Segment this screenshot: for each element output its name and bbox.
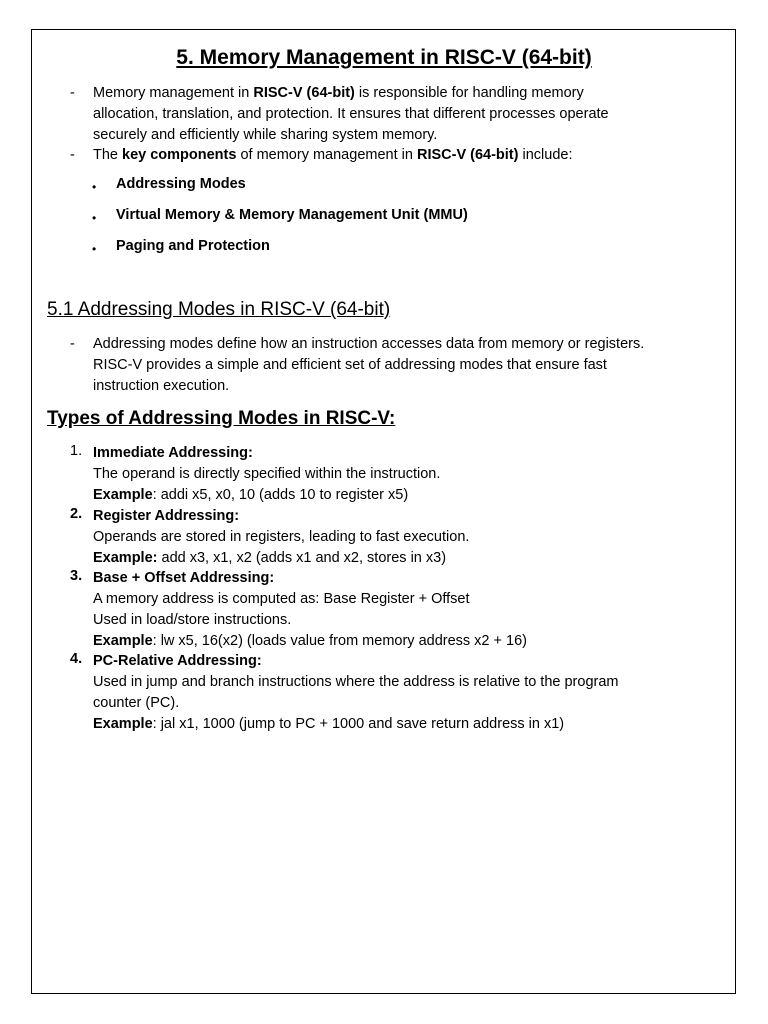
item-number: 4.: [70, 651, 83, 667]
item-desc: Used in load/store instructions.: [93, 612, 292, 628]
item-desc: The operand is directly specified within the instruction.: [93, 466, 441, 482]
example-label: Example: [93, 633, 153, 649]
intro-line-3: securely and efficiently while sharing system memory.: [93, 127, 438, 143]
item-desc: A memory address is computed as: Base Register + Offset: [93, 591, 470, 607]
types-heading: Types of Addressing Modes in RISC-V:: [47, 408, 396, 429]
item-title: PC-Relative Addressing:: [93, 653, 262, 669]
intro-text: Memory management in: [93, 85, 254, 101]
bullet-item: Paging and Protection: [116, 238, 270, 254]
intro-text: is responsible for handling memory: [354, 85, 584, 101]
example-text: : lw x5, 16(x2) (loads value from memory address x2 + 16): [152, 633, 527, 649]
item-desc: Used in jump and branch instructions where the address is relative to the program: [93, 674, 619, 690]
intro-emphasis: RISC-V (64-bit): [253, 85, 355, 101]
section-heading: 5.1 Addressing Modes in RISC-V (64-bit): [47, 299, 391, 320]
intro-emphasis: RISC-V (64-bit): [416, 147, 519, 163]
item-number: 3.: [70, 568, 83, 584]
page-title: 5. Memory Management in RISC-V (64-bit): [176, 46, 592, 69]
bullet-marker: •: [92, 180, 97, 194]
example-label: Example: [93, 716, 153, 732]
intro-text: include:: [518, 147, 573, 163]
item-example: [93, 548, 446, 569]
bullet-item: Addressing Modes: [116, 176, 246, 192]
item-title: Base + Offset Addressing:: [93, 570, 275, 586]
section-line: RISC-V provides a simple and efficient set of addressing modes that ensure fast: [93, 357, 607, 373]
item-example: [93, 485, 408, 506]
dash-marker: -: [70, 336, 75, 352]
item-desc: Operands are stored in registers, leading to fast execution.: [93, 529, 470, 545]
bullet-marker: •: [92, 242, 97, 256]
intro-text: of memory management in: [236, 147, 417, 163]
item-title: Immediate Addressing:: [93, 445, 253, 461]
bullet-marker: •: [92, 211, 97, 225]
item-example: [93, 631, 527, 652]
intro-line-4: [93, 145, 572, 166]
section-line: instruction execution.: [93, 378, 230, 394]
item-example: [93, 714, 564, 735]
intro-text: The: [93, 147, 123, 163]
example-label: Example: [93, 487, 153, 503]
intro-line-2: allocation, translation, and protection. It ensures that different processes operate: [93, 106, 609, 122]
example-text: add x3, x1, x2 (adds x1 and x2, stores in x3): [157, 550, 447, 566]
section-line: Addressing modes define how an instruction accesses data from memory or registers.: [93, 336, 645, 352]
dash-marker: -: [70, 85, 75, 101]
intro-emphasis: key components: [122, 147, 237, 163]
example-text: : jal x1, 1000 (jump to PC + 1000 and save return address in x1): [152, 716, 565, 732]
bullet-item: Virtual Memory & Memory Management Unit (MMU): [116, 207, 468, 223]
item-number: 2.: [70, 506, 83, 522]
item-title: Register Addressing:: [93, 508, 240, 524]
example-text: : addi x5, x0, 10 (adds 10 to register x5): [152, 487, 409, 503]
dash-marker: -: [70, 147, 75, 163]
example-label: Example:: [93, 550, 158, 566]
item-desc: counter (PC).: [93, 695, 180, 711]
intro-line-1: [93, 83, 584, 104]
item-number: 1.: [70, 443, 83, 459]
